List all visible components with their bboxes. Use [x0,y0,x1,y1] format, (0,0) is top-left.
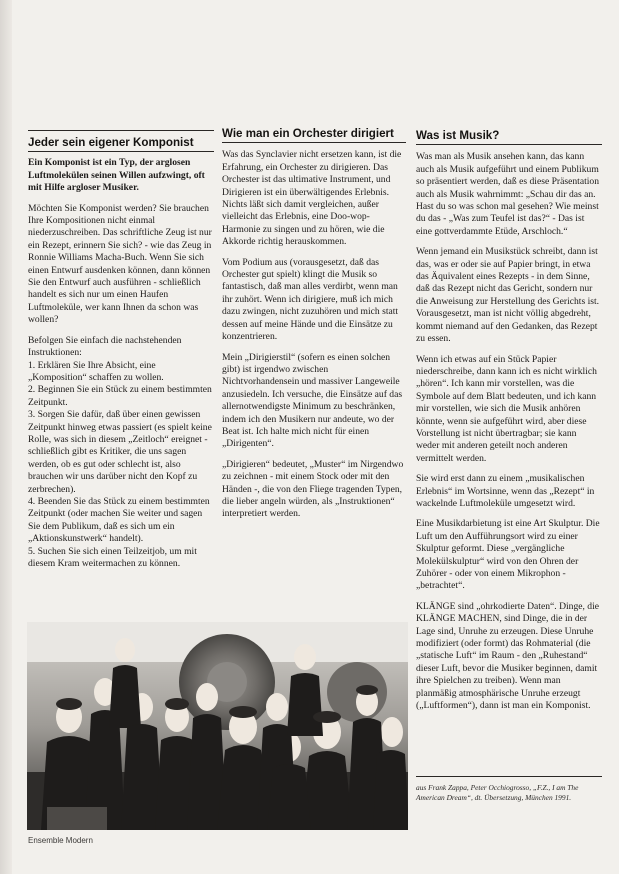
heading-rule-bottom [28,151,214,152]
step-item: 4. Beenden Sie das Stück zu einem bestimmten Zeitpunkt (oder machen Sie weiter und sagen Sie dem Publikum, daß es sich um ein „Aktionskunstwerk“ handelt). [28,495,210,545]
photo-illustration [27,622,408,830]
paragraph: Sie wird erst dann zu einem „musikalischen Erlebnis“ im Wortsinne, wenn das „Rezept“ in wackelnde Luftmoleküle umgesetzt wird. [416,473,595,509]
paragraph: KLÄNGE sind „ohrkodierte Daten“. Dinge, die KLÄNGE MACHEN, sind Dinge, die in der Lage sind, Unruhe zu erzeugen. Diese Unruhe modifiziert (oder formt) das Rohmaterial (die „statische Luft“ im Raum - den „Ruhestand“ dieser Luft, bevor die Musiker beginnen, damit ihre Spielchen zu treiben). Wenn man planmäßig atmosphärische Unruhe erzeugt („Luftformen“), dann ist man ein Komponist. [416,600,600,712]
paragraph: Eine Musikdarbietung ist eine Art Skulptur. Die Luft um den Aufführungsort wird zu einer Skulptur geformt. Diese „vergängliche Molekülskulptur“ wird von den Ohren der Zuhörer - oder von einem Mikrophon - „betrachtet“. [416,518,600,592]
column-music [416,130,602,720]
paragraph: „Dirigieren“ bedeutet, „Muster“ im Nirgendwo zu zeichnen - mit einem Stock oder mit den Händen -, die von den Fliege tragenden Typen, die lieber angeln würden, als „Instruktionen“ interpretiert werden. [222,458,404,520]
heading-rule [416,144,602,145]
paragraph: Möchten Sie Komponist werden? Sie brauchen Ihre Kompositionen nicht einmal niederzuschreiben. Das schriftliche Zeug ist nur ein Rezept, erinnern Sie sich? - wie das Zeug in Ronnie Williams Macha-Buch. Wenn Sie sich einen Entwurf ausdenken können, dann können Sie den Entwurf auch ausführen - schließlich handelt es sich nur um einen Haufen Luftmoleküle, wer kann Ihnen da schon was wollen? [28,202,212,326]
paragraph: Wenn ich etwas auf ein Stück Papier niederschreibe, dann kann ich es nicht wirklich „hören“. Ich kann mir vorstellen, was die Symbole auf dem Blatt bedeuten, und ich kann mir vorstellen, wie sich die Musik anhören könnte, wenn sie aufgeführt wird, aber diese Vorstellung ist nicht übertragbar; sie kann weder mit anderen geteilt noch anderen vermittelt werden. [416,353,597,464]
step-list [28,360,214,571]
heading-music: Was ist Musik? [416,129,500,142]
step-item: 2. Beginnen Sie ein Stück zu einem bestimmten Zeitpunkt. [28,384,212,408]
step-item: 3. Sorgen Sie dafür, daß über einen gewissen Zeitpunkt hinweg etwas passiert (es spielt keine Rolle, was sich in diesem „Zeitloch“ ereignet - schließlich gibt es Kritiker, die uns sagen werden, ob es gut oder schlecht ist, also brauchen wir uns darüber nicht den Kopf zu zerbrechen). [28,409,212,495]
ensemble-photo [27,622,408,830]
heading-rule [222,142,406,143]
paragraph: Was das Synclavier nicht ersetzen kann, ist die Erfahrung, ein Orchester zu dirigieren. Das Orchester ist das ultimative Instrument, und Dirigieren ist ein überwältigendes Erlebnis. Nichts läßt sich damit vergleichen, außer vielleicht das Erlebnis, eine Doo-wop-Harmonie zu singen und zu hören, wie die Akkorde richtig herauskommen. [222,149,402,248]
paragraph: Wenn jemand ein Musikstück schreibt, dann ist das, was er oder sie auf Papier bringt, in etwa das Äquivalent eines Rezepts - in dem Sinne, daß das Rezept nicht das Gericht, sondern nur die Anweisung zur Herstellung des Gerichts ist. Vorausgesetzt, man ist nicht völlig abgedreht, kommt niemand auf den Gedanken, das Rezept zu essen. [416,246,600,345]
step-item: 5. Suchen Sie sich einen Teilzeitjob, um mit diesem Kram weitermachen zu können. [28,545,197,569]
step-item: 1. Erklären Sie Ihre Absicht, eine „Komposition“ schaffen zu wollen. [28,359,164,383]
paragraph: Was man als Musik ansehen kann, das kann auch als Musik aufgeführt und einem Publikum so präsentiert werden, daß es diese Präsentation auch als Musik wahrnimmt: „Schau dir das an. Hast du so was schon mal gesehen? Wie meinst du das - „Was zum Teufel ist das?“ - Das ist eine gottverdammte Etüde, Arschloch.“ [416,151,600,237]
heading-rule [28,130,214,131]
instructions-intro: Befolgen Sie einfach die nachstehenden Instruktionen: [28,334,182,359]
paragraph: Mein „Dirigierstil“ (sofern es einen solchen gibt) ist irgendwo zwischen Nichtvorhandensein und massiver Langeweile anzusiedeln. Ich versuche, die Einsätze auf das allernotwendigste Minimum zu beschränken, indem ich den Musikern nur andeute, wo der Beat ist. Ich halte mich nicht für einen „Dirigenten“. [222,351,403,450]
source-citation: aus Frank Zappa, Peter Occhiogrosso, „F.Z., I am The American Dream“, dt. Übersetzung, München 1991. [416,776,602,802]
heading-composer: Jeder sein eigener Komponist [28,136,194,149]
paragraph: Vom Podium aus (vorausgesetzt, daß das Orchester gut spielt) klingt die Musik so fantastisch, daß man alles verdirbt, wenn man ihr zuhört. Wenn ich dirigiere, muß ich mich dazu zwingen, nicht zuzuhören und mich statt dessen auf meine Hände und die Einsätze zu konzentrieren. [222,256,399,343]
photo-caption: Ensemble Modern [28,836,93,845]
column-conducting [222,128,406,529]
lead-paragraph: Ein Komponist ist ein Typ, der arglosen Luftmolekülen seinen Willen aufzwingt, oft mit Hilfe argloser Musiker. [28,157,205,194]
page-edge [0,0,12,874]
column-composer [28,130,214,570]
heading-conducting: Wie man ein Orchester dirigiert [222,127,394,140]
